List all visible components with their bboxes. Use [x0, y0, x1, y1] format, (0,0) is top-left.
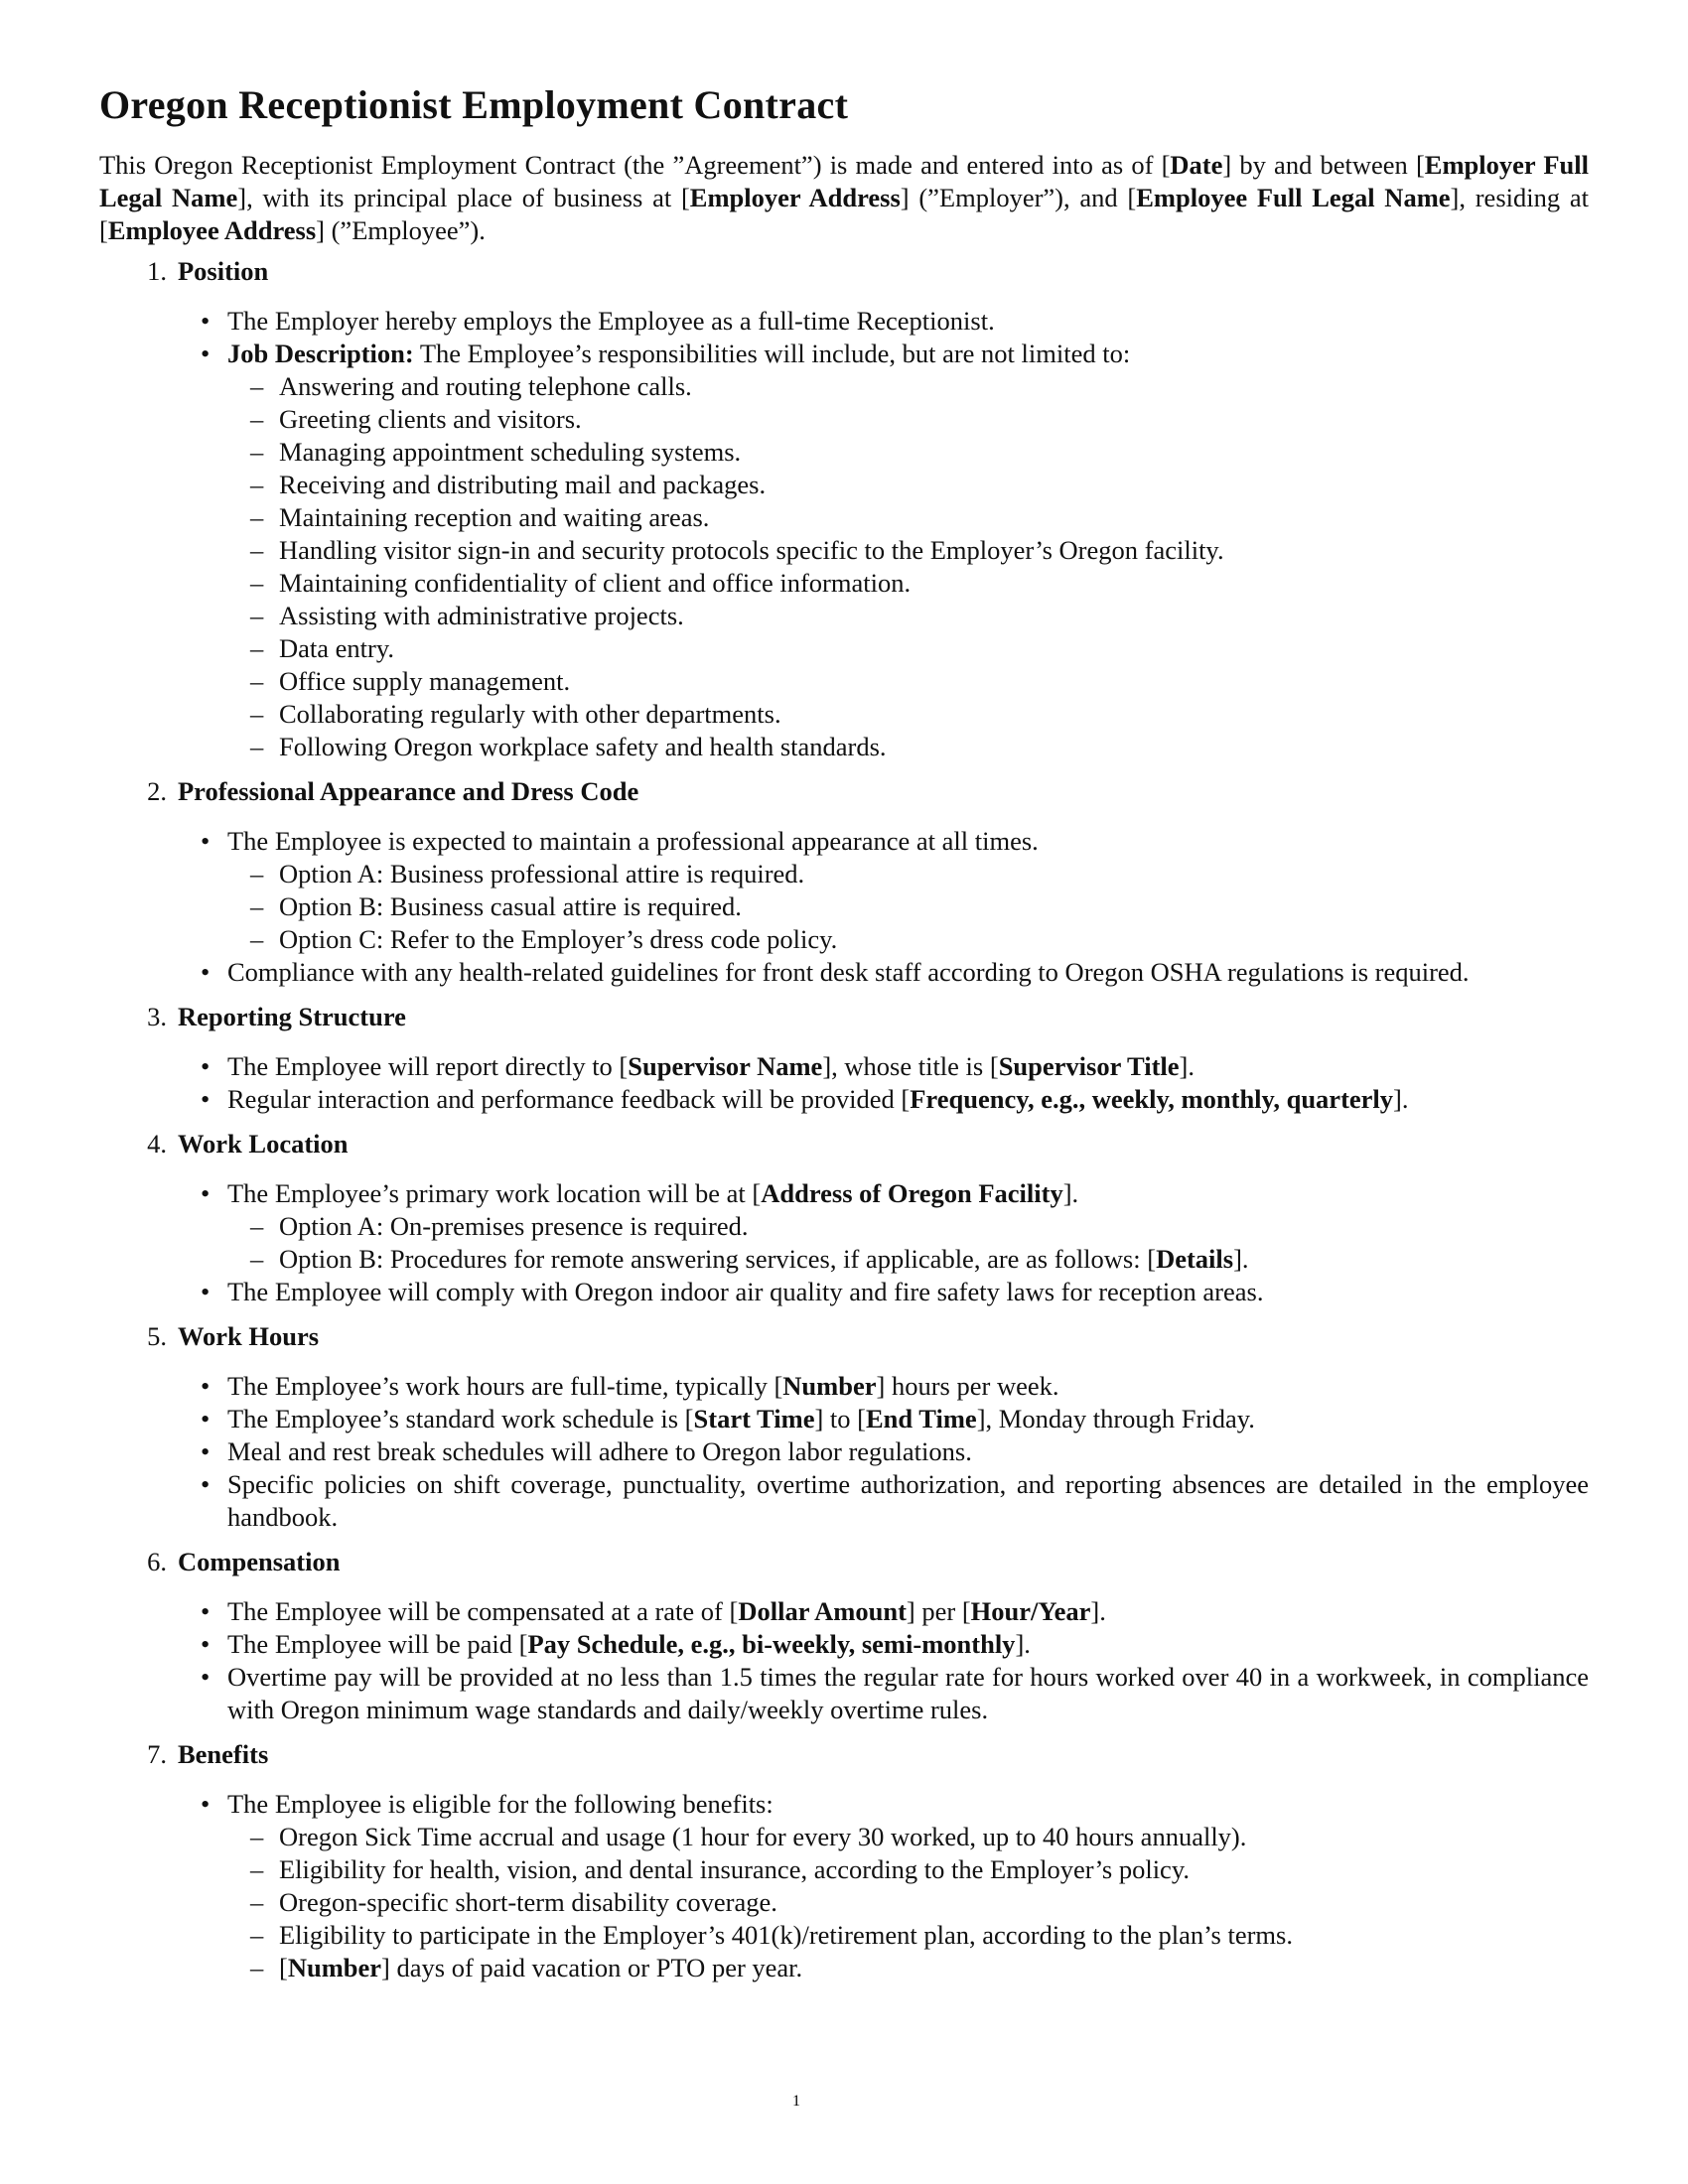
list-item: – Office supply management.	[279, 665, 1589, 698]
options-list	[227, 858, 1589, 956]
list-item: – Option B: Procedures for remote answering services, if applicable, are as follows: [Details].	[279, 1243, 1589, 1276]
bullet-list	[99, 305, 1589, 763]
bullet-list	[99, 1050, 1589, 1116]
list-item: – Maintaining confidentiality of client and office information.	[279, 567, 1589, 600]
list-item: – Eligibility to participate in the Employer’s 401(k)/retirement plan, according to the plan’s terms.	[279, 1919, 1589, 1952]
list-item: • The Employee’s standard work schedule is [Start Time] to [End Time], Monday through Friday.	[227, 1403, 1589, 1435]
section-heading: 6. Compensation	[147, 1547, 341, 1576]
section-compensation	[99, 1546, 1589, 1726]
list-item: – Oregon Sick Time accrual and usage (1 hour for every 30 worked, up to 40 hours annually).	[279, 1821, 1589, 1853]
list-item: • The Employee is eligible for the following benefits: – Oregon Sick Time accrual and usage (1 hour for every 30 worked, up to 40 hours annually). – Eligibility for health, vision, and dental insurance, according to the Employer’s policy. – Oregon-specific short-term disability coverage. – Eligibility to participate in the Employer’s 401(k)/retirement plan, according to the plan’s terms. – [Number] days of paid vacation or PTO per year.	[227, 1788, 1589, 1984]
section-heading: 3. Reporting Structure	[147, 1002, 406, 1031]
list-item: • The Employee will comply with Oregon indoor air quality and fire safety laws for reception areas.	[227, 1276, 1589, 1308]
list-item: – Option B: Business casual attire is required.	[279, 890, 1589, 923]
list-item: – Oregon-specific short-term disability coverage.	[279, 1886, 1589, 1919]
list-item: – Maintaining reception and waiting areas.	[279, 501, 1589, 534]
bullet-list	[99, 1595, 1589, 1726]
section-heading: 2. Professional Appearance and Dress Code	[147, 776, 639, 806]
list-item: – Managing appointment scheduling systems.	[279, 436, 1589, 469]
section-heading: 7. Benefits	[147, 1739, 269, 1769]
list-item: – Greeting clients and visitors.	[279, 403, 1589, 436]
list-item: – Following Oregon workplace safety and health standards.	[279, 731, 1589, 763]
list-item: • The Employer hereby employs the Employee as a full-time Receptionist.	[227, 305, 1589, 338]
section-dress-code	[99, 775, 1589, 989]
section-heading: 5. Work Hours	[147, 1321, 320, 1351]
list-item: – Handling visitor sign-in and security protocols specific to the Employer’s Oregon facility.	[279, 534, 1589, 567]
list-item: – Collaborating regularly with other departments.	[279, 698, 1589, 731]
list-item: • Compliance with any health-related guidelines for front desk staff according to Oregon OSHA regulations is required.	[227, 956, 1589, 989]
list-item: – Eligibility for health, vision, and dental insurance, according to the Employer’s policy.	[279, 1853, 1589, 1886]
list-item: – Receiving and distributing mail and packages.	[279, 469, 1589, 501]
bullet-list	[99, 1788, 1589, 1984]
section-list	[99, 255, 1589, 1984]
section-work-hours	[99, 1320, 1589, 1534]
section-work-location	[99, 1128, 1589, 1308]
list-item: • Specific policies on shift coverage, punctuality, overtime authorization, and reporting absences are detailed in the employee handbook.	[227, 1468, 1589, 1534]
section-benefits	[99, 1738, 1589, 1984]
bullet-list	[99, 1177, 1589, 1308]
section-heading: 1. Position	[147, 256, 269, 286]
document-page	[99, 79, 1589, 2164]
list-item: • The Employee is expected to maintain a professional appearance at all times. – Option A: Business professional attire is required. – Option B: Business casual attire is required. – Option C: Refer to the Employer’s dress code policy.	[227, 825, 1589, 956]
list-item: • The Employee’s primary work location will be at [Address of Oregon Facility]. – Option A: On-premises presence is required. – Option B: Procedures for remote answering services, if applicable, are as follows: [Details].	[227, 1177, 1589, 1276]
section-heading: 4. Work Location	[147, 1129, 349, 1159]
benefits-list	[227, 1821, 1589, 1984]
list-item: – Option C: Refer to the Employer’s dress code policy.	[279, 923, 1589, 956]
list-item: • The Employee will report directly to [Supervisor Name], whose title is [Supervisor Title].	[227, 1050, 1589, 1083]
list-item: – [Number] days of paid vacation or PTO per year.	[279, 1952, 1589, 1984]
duties-list	[227, 370, 1589, 763]
list-item: – Option A: On-premises presence is required.	[279, 1210, 1589, 1243]
list-item: – Assisting with administrative projects.	[279, 600, 1589, 632]
list-item: • Regular interaction and performance feedback will be provided [Frequency, e.g., weekly, monthly, quarterly].	[227, 1083, 1589, 1116]
bullet-list	[99, 825, 1589, 989]
list-item: – Data entry.	[279, 632, 1589, 665]
list-item: – Answering and routing telephone calls.	[279, 370, 1589, 403]
section-position	[99, 255, 1589, 763]
list-item: • Overtime pay will be provided at no less than 1.5 times the regular rate for hours worked over 40 in a workweek, in compliance with Oregon minimum wage standards and daily/weekly overtime rules.	[227, 1661, 1589, 1726]
page-number: 1	[792, 2093, 800, 2110]
section-reporting	[99, 1001, 1589, 1116]
intro-paragraph: This Oregon Receptionist Employment Contract (the ”Agreement”) is made and entered into as of [Date] by and between [Employer Full Legal Name], with its principal place of business at [Employer Address] (”Employer”), and [Employee Full Legal Name], residing at [Employee Address] (”Employee”).	[99, 150, 1590, 245]
list-item: • Job Description: The Employee’s responsibilities will include, but are not limited to: – Answering and routing telephone calls. – Greeting clients and visitors. – Managing appointment scheduling systems. – Receiving and distributing mail and packages. – Maintaining reception and waiting areas. – Handling visitor sign-in and security protocols specific to the Employer’s Oregon facility. – Maintaining confidentiality of client and office information. – Assisting with administrative projects. – Data entry. – Office supply management. – Collaborating regularly with other departments. – Following Oregon workplace safety and health standards.	[227, 338, 1589, 763]
list-item: • The Employee will be compensated at a rate of [Dollar Amount] per [Hour/Year].	[227, 1595, 1589, 1628]
list-item: – Option A: Business professional attire is required.	[279, 858, 1589, 890]
document-title: Oregon Receptionist Employment Contract	[99, 82, 849, 127]
list-item: • The Employee’s work hours are full-time, typically [Number] hours per week.	[227, 1370, 1589, 1403]
list-item: • Meal and rest break schedules will adhere to Oregon labor regulations.	[227, 1435, 1589, 1468]
bullet-list	[99, 1370, 1589, 1534]
options-list	[227, 1210, 1589, 1276]
list-item: • The Employee will be paid [Pay Schedule, e.g., bi-weekly, semi-monthly].	[227, 1628, 1589, 1661]
